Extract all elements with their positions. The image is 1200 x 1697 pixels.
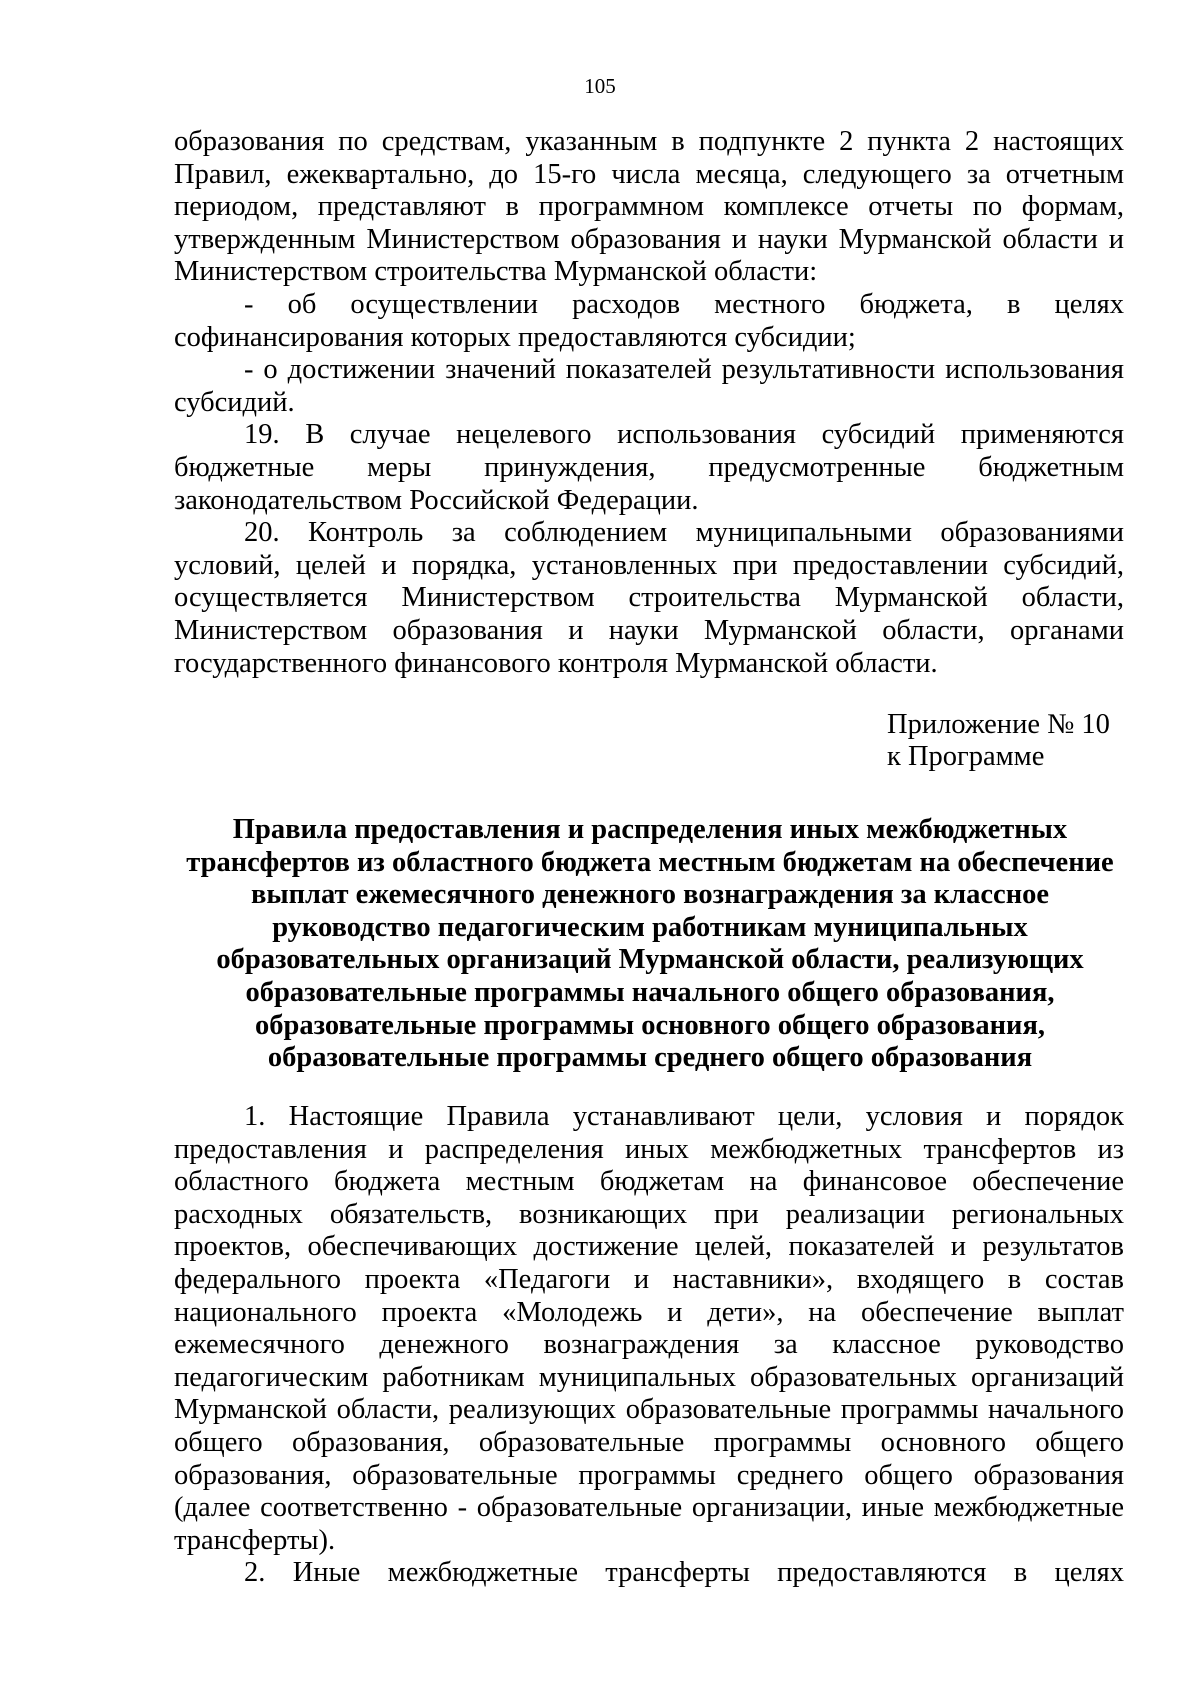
paragraph-20: 20. Контроль за соблюдением муниципальными образованиями условий, целей и порядка, установленных при предоставлении субсидий, осуществляется Министерством строительства Мурманской области, Министерством образования и науки Мурманской области, органами государственного финансового контроля Мурманской области. bbox=[174, 517, 1124, 679]
document-title bbox=[150, 814, 1150, 1075]
title-line: образовательные программы основного общего образования, bbox=[254, 1009, 1046, 1041]
appendix-number: Приложение № 10 bbox=[887, 709, 1110, 740]
paragraph-reporting: образования по средствам, указанным в подпункте 2 пункта 2 настоящих Правил, ежеквартально, до 15-го числа месяца, следующего за отчетным периодом, представляют в программном комплексе отчеты по формам, утвержденным Министерством образования и науки Мурманской области и Министерством строительства Мурманской области: bbox=[174, 126, 1124, 288]
appendix-header bbox=[887, 709, 1110, 773]
title-line: руководство педагогическим работникам муниципальных bbox=[272, 911, 1028, 943]
title-line: выплат ежемесячного денежного вознаграждения за классное bbox=[250, 879, 1050, 911]
title-line: образовательные программы начального общего образования, bbox=[245, 976, 1055, 1008]
page-number: 105 bbox=[584, 74, 616, 98]
appendix-reference: к Программе bbox=[887, 741, 1045, 772]
title-line: трансфертов из областного бюджета местным бюджетам на обеспечение bbox=[186, 846, 1114, 878]
paragraph-19: 19. В случае нецелевого использования субсидий применяются бюджетные меры принуждения, предусмотренные бюджетным законодательством Российской Федерации. bbox=[174, 419, 1124, 516]
new-rules-section bbox=[174, 1101, 1124, 1590]
paragraph-1: 1. Настоящие Правила устанавливают цели, условия и порядок предоставления и распределения иных межбюджетных трансфертов из областного бюджета местным бюджетам на финансовое обеспечение расходных обязательств, возникающих при реализации региональных проектов, обеспечивающих достижение целей, показателей и результатов федерального проекта «Педагоги и наставники», входящего в состав национального проекта «Молодежь и дети», на обеспечение выплат ежемесячного денежного вознаграждения за классное руководство педагогическим работникам муниципальных образовательных организаций Мурманской области, реализующих образовательные программы начального общего образования, образовательные программы основного общего образования, образовательные программы среднего общего образования (далее соответственно - образовательные организации, иные межбюджетные трансферты). bbox=[174, 1101, 1124, 1556]
title-line: образовательных организаций Мурманской области, реализующих bbox=[216, 944, 1084, 976]
paragraph-2: 2. Иные межбюджетные трансферты предоставляются в целях bbox=[244, 1557, 1124, 1589]
list-item-indicators: - о достижении значений показателей результативности использования субсидий. bbox=[174, 354, 1124, 418]
title-line: Правила предоставления и распределения иных межбюджетных bbox=[232, 814, 1068, 845]
title-line: образовательные программы среднего общего образования bbox=[267, 1042, 1033, 1074]
rules-continuation-section bbox=[174, 126, 1124, 680]
list-item-expenses: - об осуществлении расходов местного бюджета, в целях софинансирования которых предоставляются субсидии; bbox=[174, 288, 1124, 353]
